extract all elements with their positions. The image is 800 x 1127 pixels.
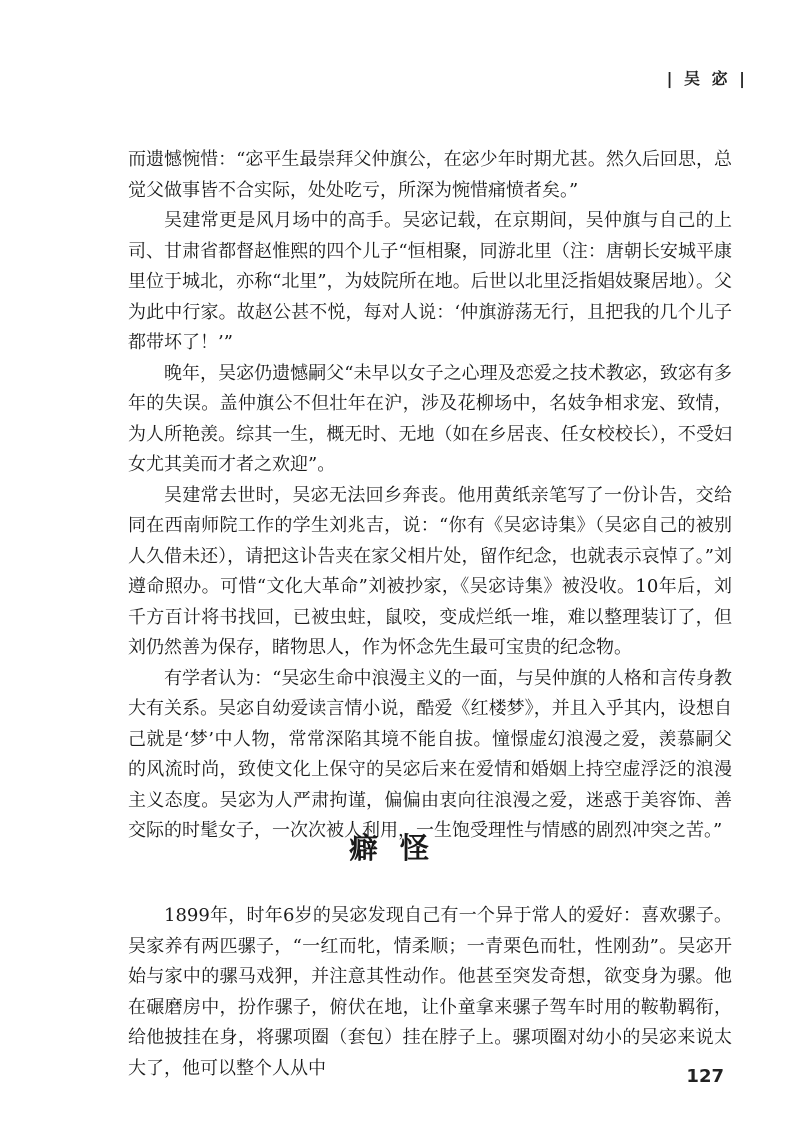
section-body — [128, 901, 732, 1084]
paragraph: 有学者认为：“吴宓生命中浪漫主义的一面，与吴仲旗的人格和言传身教大有关系。吴宓自幼爱读言情小说，酷爱《红楼梦》，并且入乎其内，设想自己就是‘梦’中人物，常常深陷其境不能自拔。憧憬虚幻浪漫之爱，羡慕嗣父的风流时尚，致使文化上保守的吴宓后来在爱情和婚姻上持空虚浮泛的浪漫主义态度。吴宓为人严肃拘谨，偏偏由衷向往浪漫之爱，迷惑于美容饰、善交际的时髦女子，一次次被人利用，一生饱受理性与情感的剧烈冲突之苦。” — [128, 667, 732, 841]
running-head: | 吴 宓 | — [666, 69, 748, 88]
body-text — [128, 145, 732, 847]
paragraph: 1899年，时年6岁的吴宓发现自己有一个异于常人的爱好：喜欢骡子。吴家养有两匹骡子，“一红而牝，情柔顺；一青栗色而牡，性刚劲”。吴宓开始与家中的骡马戏狎，并注意其性动作。他甚至突发奇想，欲变身为骡。他在碾磨房中，扮作骡子，俯伏在地，让仆童拿来骡子驾车时用的鞍勒羁衔，给他披挂在身，将骡项圈（套包）挂在脖子上。骡项圈对幼小的吴宓来说太大了，他可以整个人从中 — [128, 905, 732, 1079]
page-number: 127 — [686, 1066, 724, 1087]
paragraph: 吴建常去世时，吴宓无法回乡奔丧。他用黄纸亲笔写了一份讣告，交给同在西南师院工作的学生刘兆吉，说：“你有《吴宓诗集》（吴宓自己的被别人久借未还），请把这讣告夹在家父相片处，留作纪念，也就表示哀悼了。”刘遵命照办。可惜“文化大革命”刘被抄家，《吴宓诗集》被没收。10年后，刘千方百计将书找回，已被虫蛀，鼠咬，变成烂纸一堆，难以整理装订了，但刘仍然善为保存，睹物思人，作为怀念先生最可宝贵的纪念物。 — [128, 484, 732, 658]
section-title: 癖怪 — [348, 831, 451, 865]
paragraph: 而遗憾惋惜：“宓平生最崇拜父仲旗公，在宓少年时期尤甚。然久后回思，总觉父做事皆不合实际，处处吃亏，所深为惋惜痛愤者矣。” — [128, 149, 732, 201]
paragraph: 吴建常更是风月场中的高手。吴宓记载，在京期间，吴仲旗与自己的上司、甘肃省都督赵惟熙的四个儿子“恒相聚，同游北里（注：唐朝长安城平康里位于城北，亦称“北里”，为妓院所在地。后世以北里泛指娼妓聚居地）。父为此中行家。故赵公甚不悦，每对人说：‘仲旗游荡无行，且把我的几个儿子都带坏了！’” — [128, 210, 732, 353]
paragraph: 晚年，吴宓仍遗憾嗣父“未早以女子之心理及恋爱之技术教宓，致宓有多年的失误。盖仲旗公不但壮年在沪，涉及花柳场中，名妓争相求宠、致情，为人所艳羡。综其一生，概无时、无地（如在乡居丧、任女校校长），不受妇女尤其美而才者之欢迎”。 — [128, 362, 732, 475]
